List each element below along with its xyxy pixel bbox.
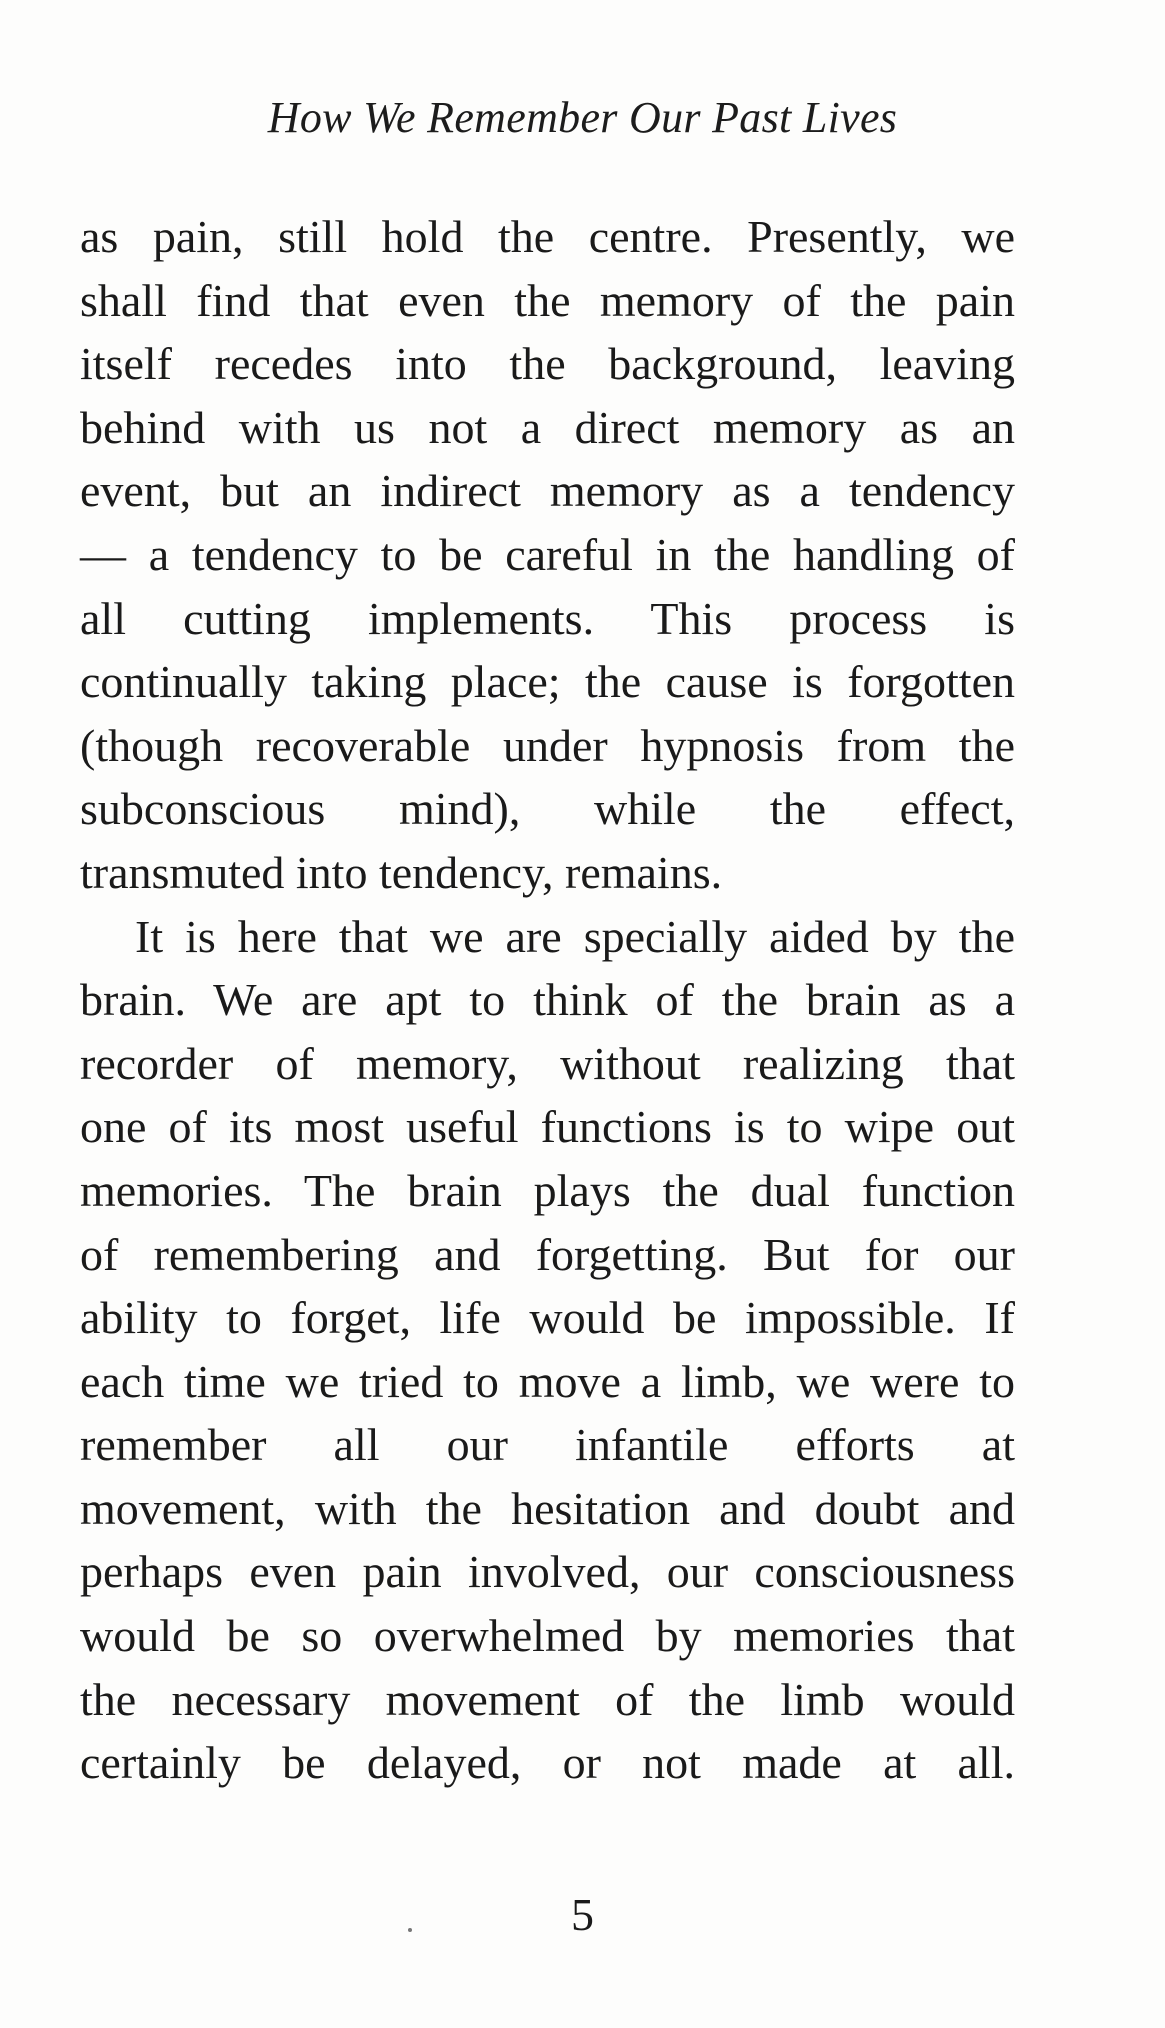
page-number: 5 <box>571 1889 594 1940</box>
text-line: recorder of memory, without realizing that <box>80 1037 1015 1089</box>
text-line: one of its most useful functions is to wipe out <box>80 1101 1015 1153</box>
text-line: all cutting implements. This process is <box>80 592 1015 644</box>
body-text <box>80 205 1015 1795</box>
text-line: perhaps even pain involved, our consciousness <box>80 1546 1015 1598</box>
text-line: the necessary movement of the limb would <box>80 1673 1015 1725</box>
text-line: itself recedes into the background, leaving <box>80 338 1015 390</box>
print-speck <box>408 1928 412 1932</box>
running-title: How We Remember Our Past Lives <box>267 93 898 142</box>
text-line: ability to forget, life would be impossible. If <box>80 1292 1015 1344</box>
text-line: of remembering and forgetting. But for our <box>80 1228 1015 1280</box>
text-line: subconscious mind), while the effect, <box>80 783 1015 835</box>
text-line: brain. We are apt to think of the brain as a <box>80 974 1015 1026</box>
text-line: each time we tried to move a limb, we were to <box>80 1355 1015 1407</box>
text-line: movement, with the hesitation and doubt and <box>80 1482 1015 1534</box>
text-line: (though recoverable under hypnosis from the <box>80 719 1015 771</box>
text-line: memories. The brain plays the dual function <box>80 1164 1015 1216</box>
text-line: transmuted into tendency, remains. <box>80 846 723 898</box>
text-line: continually taking place; the cause is forgotten <box>80 656 1015 708</box>
text-line: would be so overwhelmed by memories that <box>80 1610 1015 1662</box>
text-line: event, but an indirect memory as a tendency <box>80 465 1015 517</box>
text-line: remember all our infantile efforts at <box>80 1419 1015 1471</box>
text-line: behind with us not a direct memory as an <box>80 401 1015 453</box>
text-line: shall find that even the memory of the pain <box>80 274 1015 326</box>
text-line: It is here that we are specially aided by the <box>135 910 1015 962</box>
text-line: as pain, still hold the centre. Presently, we <box>80 211 1015 262</box>
text-line: certainly be delayed, or not made at all. <box>80 1737 1015 1789</box>
text-line: — a tendency to be careful in the handling of <box>80 528 1015 580</box>
